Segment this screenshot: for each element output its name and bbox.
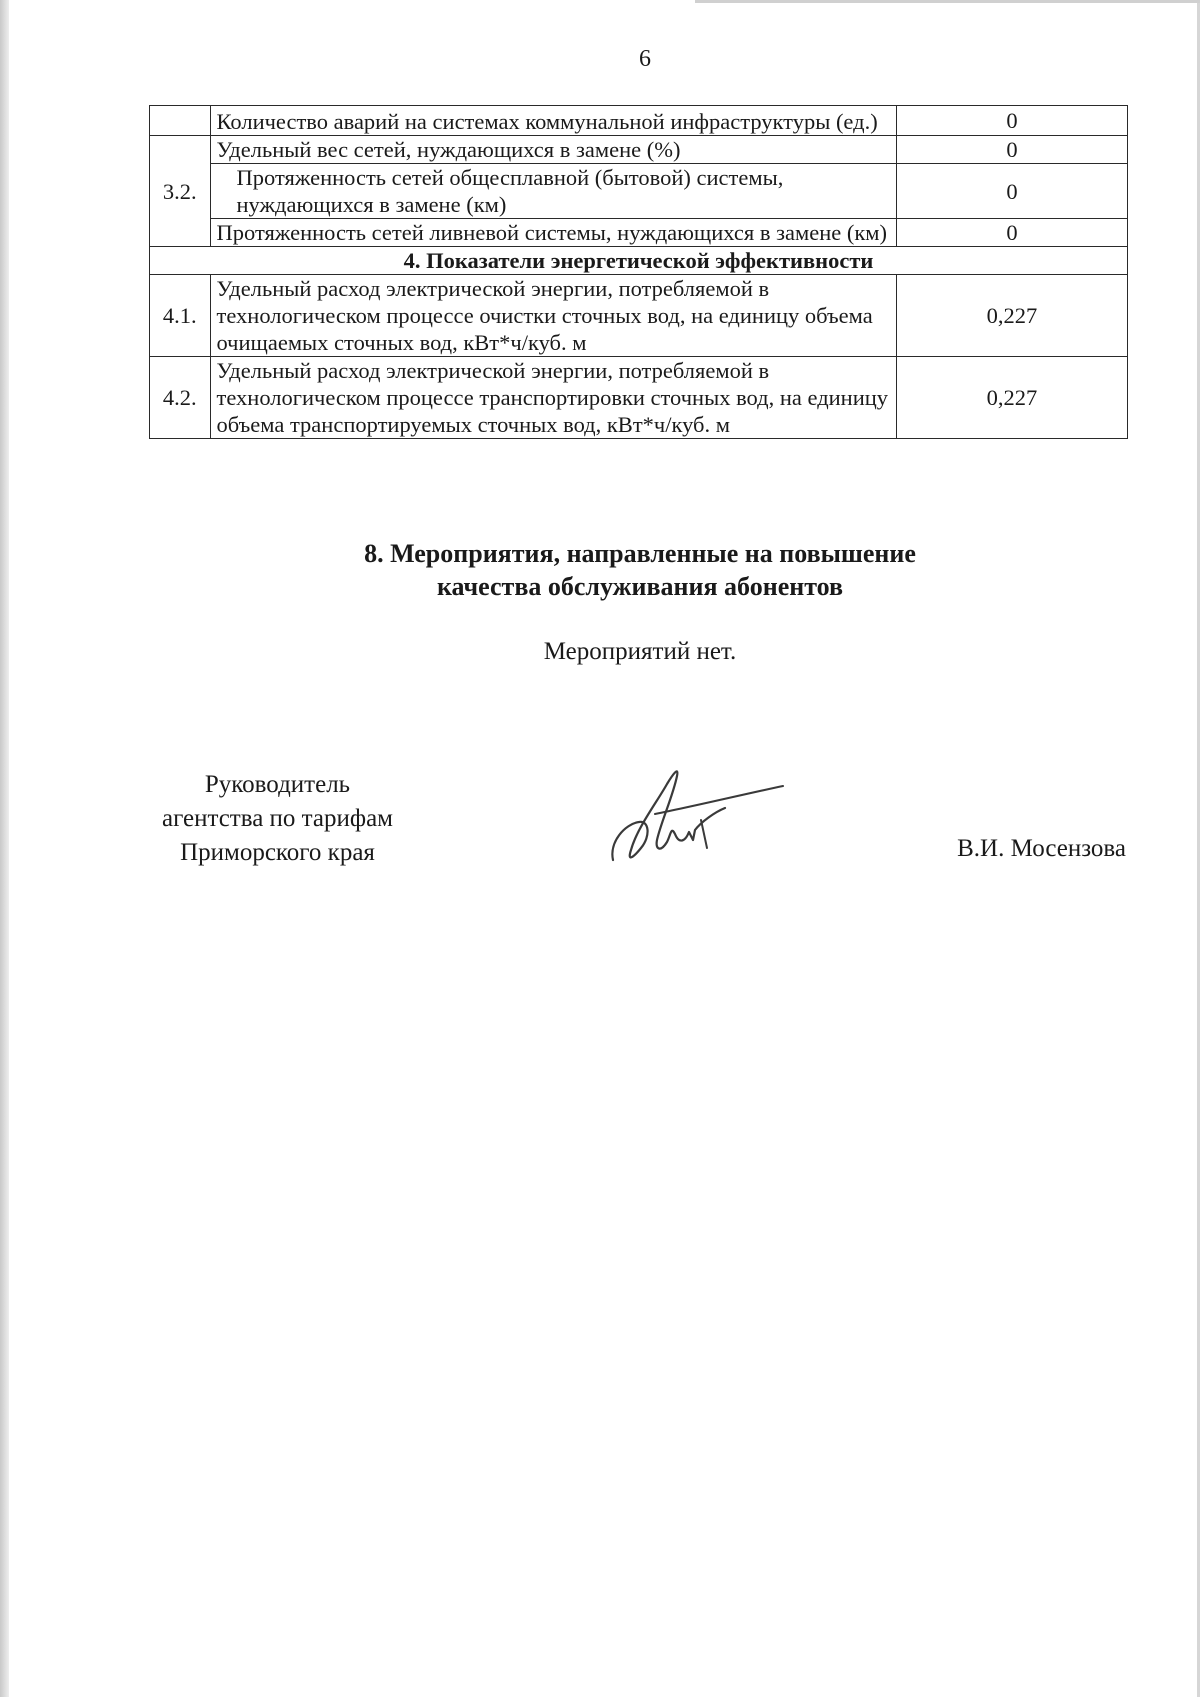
row-value: 0,227: [896, 357, 1127, 439]
measures-heading: [0, 537, 1200, 603]
row-description: Удельный расход электрической энергии, потребляемой в технологическом процессе транспортировки сточных вод, на единицу объема транспортируемых сточных вод, кВт*ч/куб. м: [210, 357, 896, 439]
scan-edge-left: [0, 0, 9, 1697]
section-title: 4. Показатели энергетической эффективности: [150, 247, 1128, 275]
signer-position: [140, 768, 415, 870]
table-row: [150, 219, 1128, 247]
section-header-row: [150, 247, 1128, 275]
handwritten-signature: [605, 762, 795, 870]
table-row: [150, 164, 1128, 219]
signer-position-line3: Приморского края: [180, 839, 375, 866]
row-value: 0: [896, 106, 1127, 136]
row-description: Удельный вес сетей, нуждающихся в замене (%): [210, 136, 896, 164]
row-description: Удельный расход электрической энергии, потребляемой в технологическом процессе очистки сточных вод, на единицу объема очищаемых сточных вод, кВт*ч/куб. м: [210, 275, 896, 357]
row-value: 0: [896, 164, 1127, 219]
row-description: Протяженность сетей общесплавной (бытовой) системы, нуждающихся в замене (км): [210, 164, 896, 219]
measures-heading-line1: 8. Мероприятия, направленные на повышение: [364, 539, 916, 568]
measures-text: Мероприятий нет.: [543, 638, 737, 665]
table-row: [150, 136, 1128, 164]
signer-position-line2: агентства по тарифам: [161, 805, 394, 832]
measures-heading-line2: качества обслуживания абонентов: [436, 572, 844, 601]
row-number: [150, 106, 211, 136]
row-number: 4.2.: [150, 357, 211, 439]
indicators-table: [149, 105, 1128, 439]
row-description: Протяженность сетей ливневой системы, нуждающихся в замене (км): [210, 219, 896, 247]
signer-name: В.И. Мосензова: [957, 835, 1126, 862]
row-number: 3.2.: [150, 136, 211, 247]
row-description: Количество аварий на системах коммунальной инфраструктуры (ед.): [210, 106, 896, 136]
table-row: [150, 275, 1128, 357]
row-number: 4.1.: [150, 275, 211, 357]
table-row: [150, 357, 1128, 439]
page-number: 6: [639, 46, 651, 72]
row-value: 0,227: [896, 275, 1127, 357]
row-value: 0: [896, 136, 1127, 164]
table-row: [150, 106, 1128, 136]
row-value: 0: [896, 219, 1127, 247]
scan-edge-top: [695, 0, 1200, 3]
signer-position-line1: Руководитель: [204, 771, 351, 798]
